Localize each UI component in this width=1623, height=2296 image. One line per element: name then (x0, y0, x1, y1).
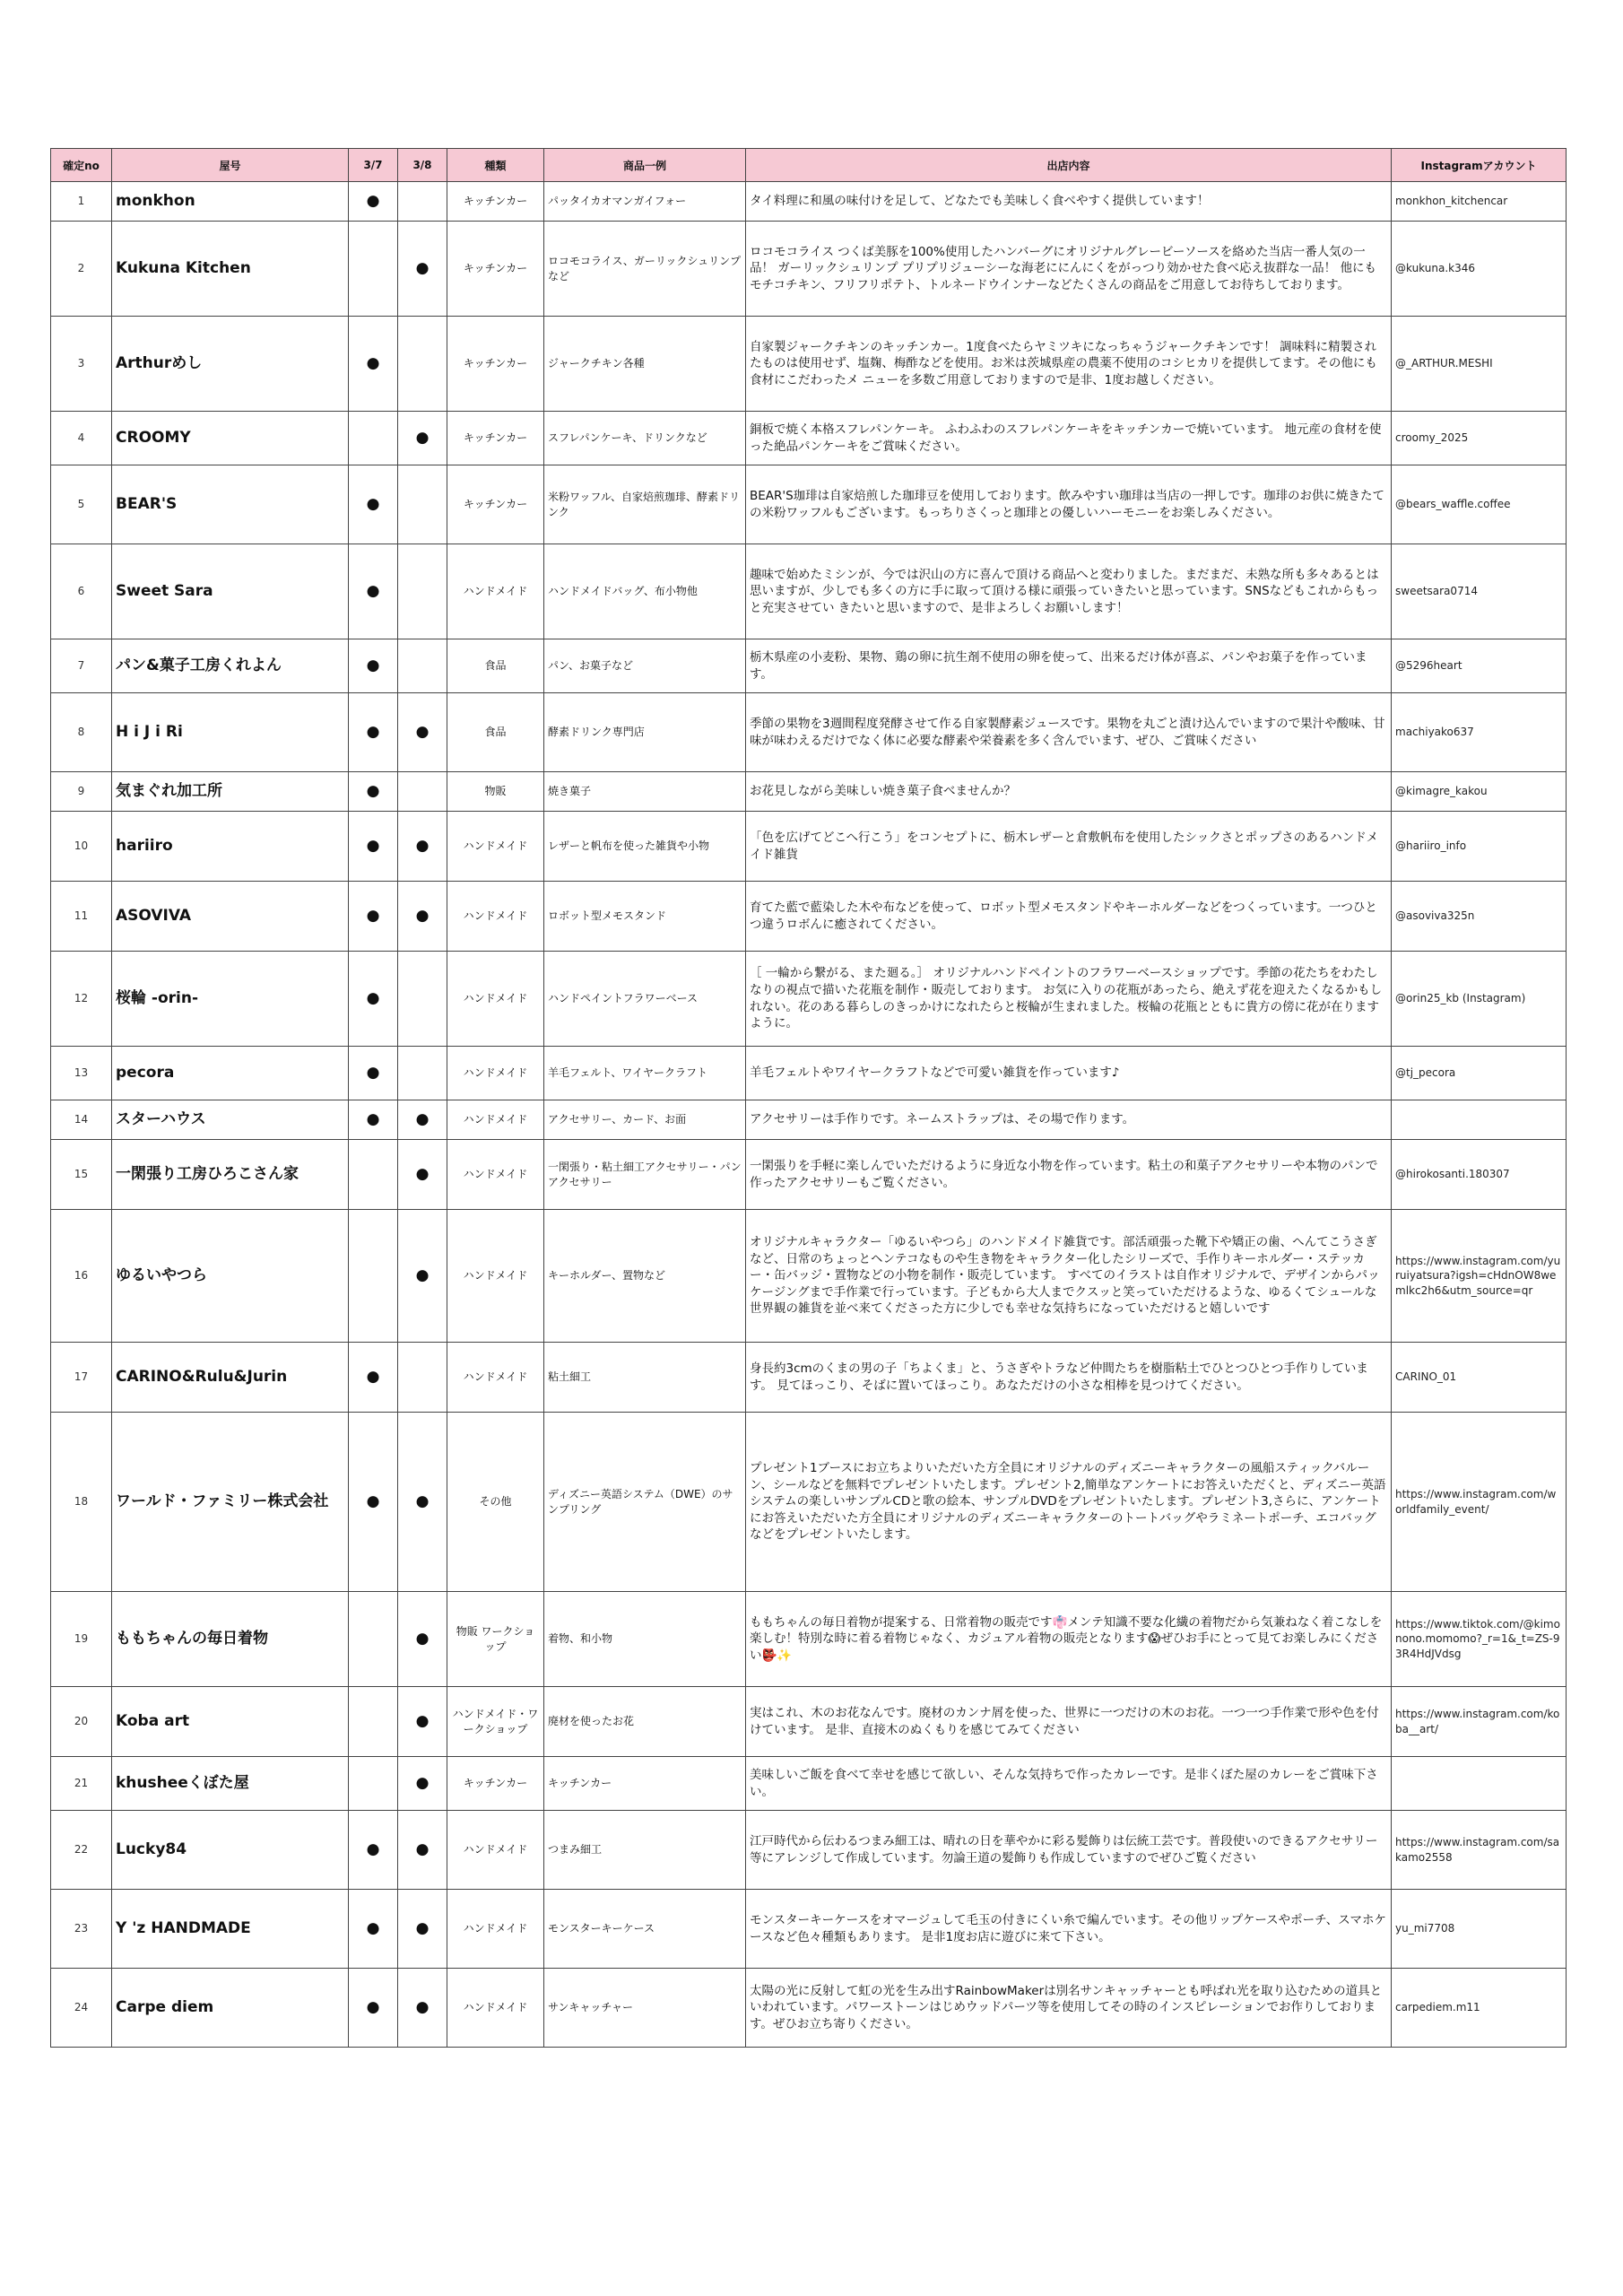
attend-0308: ● (398, 1757, 447, 1811)
product-example: つまみ細工 (544, 1811, 746, 1890)
attend-0308 (398, 639, 447, 693)
vendor-type: ハンドメイド (447, 1969, 544, 2048)
vendor-type: ハンドメイド (447, 1343, 544, 1413)
vendor-name: 一閑張り工房ひろこさん家 (112, 1140, 349, 1210)
row-number: 5 (51, 465, 112, 544)
attend-0308: ● (398, 1811, 447, 1890)
table-row (51, 317, 1567, 412)
product-example: モンスターキーケース (544, 1890, 746, 1969)
instagram-account: @5296heart (1392, 639, 1567, 693)
vendor-description: 育てた藍で藍染した木や布などを使って、ロボット型メモスタンドやキーホルダーなどをつくっています。一つひとつ違うロボんに癒されてください。 (746, 882, 1392, 952)
vendor-type: 食品 (447, 693, 544, 772)
vendor-description: 「色を広げてどこへ行こう」をコンセプトに、栃木レザーと倉敷帆布を使用したシックさとポップさのあるハンドメイド雑貨 (746, 812, 1392, 882)
vendor-description: 趣味で始めたミシンが、今では沢山の方に喜んで頂ける商品へと変わりました。まだまだ、未熟な所も多々あるとは思いますが、少しでも多くの方に手に取って頂ける様に頑張っていきたいと思っています。SNSなどもこれからもっと充実させてい きたいと思いますので、是非よろしくお願いします！ (746, 544, 1392, 639)
attend-0308: ● (398, 412, 447, 465)
vendor-name: Koba art (112, 1687, 349, 1757)
table-row (51, 1687, 1567, 1757)
attend-0307: ● (349, 1890, 398, 1969)
vendor-description: ももちゃんの毎日着物が提案する、日常着物の販売です👘メンテ知識不要な化繊の着物だから気兼ねなく着こなしを楽しむ！特別な時に着る着物じゃなく、カジュアル着物の販売となります😱ぜひお手にとって見てお楽しみにください👺✨ (746, 1592, 1392, 1687)
vendor-description: ロコモコライス つくば美豚を100%使用したハンバーグにオリジナルグレービーソースを絡めた当店一番人気の一品！ ガーリックシュリンプ プリプリジューシーな海老ににんにくをがっつり効かせた食べ応え抜群な一品！ 他にもモチコチキン、フリフリポテト、トルネードウインナーなどたくさんの商品をご用意してお待ちしております。 (746, 222, 1392, 317)
instagram-account: CARINO_01 (1392, 1343, 1567, 1413)
instagram-account: @bears_waffle.coffee (1392, 465, 1567, 544)
product-example: 一閑張り・粘土細工アクセサリー・パンアクセサリー (544, 1140, 746, 1210)
instagram-account: https://www.instagram.com/koba__art/ (1392, 1687, 1567, 1757)
vendor-type: ハンドメイド (447, 1100, 544, 1140)
attend-0308: ● (398, 1687, 447, 1757)
vendor-description: 身長約3cmのくまの男の子「ちよくま」と、うさぎやトラなど仲間たちを樹脂粘土でひとつひとつ手作りしています。 見てほっこり、そばに置いてほっこり。あなただけの小さな相棒を見つけてください。 (746, 1343, 1392, 1413)
table-row (51, 693, 1567, 772)
table-row (51, 465, 1567, 544)
vendor-type: ハンドメイド (447, 1811, 544, 1890)
attend-0307 (349, 412, 398, 465)
table-row (51, 1140, 1567, 1210)
row-number: 13 (51, 1047, 112, 1100)
attend-0307: ● (349, 882, 398, 952)
row-number: 12 (51, 952, 112, 1047)
vendor-name: H i J i Ri (112, 693, 349, 772)
table-row (51, 772, 1567, 812)
vendor-table (50, 148, 1567, 2048)
instagram-account (1392, 1100, 1567, 1140)
vendor-name: CROOMY (112, 412, 349, 465)
table-row (51, 544, 1567, 639)
product-example: パン、お菓子など (544, 639, 746, 693)
instagram-account: @asoviva325n (1392, 882, 1567, 952)
attend-0308 (398, 317, 447, 412)
vendor-description: 羊毛フェルトやワイヤークラフトなどで可愛い雑貨を作っています♪ (746, 1047, 1392, 1100)
header-no: 確定no (51, 149, 112, 182)
attend-0308 (398, 772, 447, 812)
product-example: キッチンカー (544, 1757, 746, 1811)
vendor-description: モンスターキーケースをオマージュして毛玉の付きにくい糸で編んでいます。その他リップケースやポーチ、スマホケースなど色々種類もあります。 是非1度お店に遊びに来て下さい。 (746, 1890, 1392, 1969)
vendor-description: 季節の果物を3週間程度発酵させて作る自家製酵素ジュースです。果物を丸ごと漬け込んでいますので果汁や酸味、甘味が味わえるだけでなく体に必要な酵素や栄養素を多く含んでいます、ぜひ、ご賞味ください (746, 693, 1392, 772)
attend-0307 (349, 1140, 398, 1210)
vendor-name: pecora (112, 1047, 349, 1100)
table-row (51, 1592, 1567, 1687)
table-row (51, 1413, 1567, 1592)
row-number: 16 (51, 1210, 112, 1343)
instagram-account: croomy_2025 (1392, 412, 1567, 465)
row-number: 4 (51, 412, 112, 465)
vendor-name: CARINO&Rulu&Jurin (112, 1343, 349, 1413)
product-example: 粘土細工 (544, 1343, 746, 1413)
vendor-name: ASOVIVA (112, 882, 349, 952)
vendor-name: ワールド・ファミリー株式会社 (112, 1413, 349, 1592)
attend-0307 (349, 1210, 398, 1343)
header-date-0308: 3/8 (398, 149, 447, 182)
instagram-account: @_ARTHUR.MESHI (1392, 317, 1567, 412)
vendor-description: オリジナルキャラクター「ゆるいやつら」のハンドメイド雑貨です。部活頑張った靴下や矯正の歯、へんてこうさぎなど、日常のちょっとヘンテコなものや生き物をキャラクター化したシリーズで、手作りキーホルダー・ステッカー・缶バッジ・置物などの小物を制作・販売しています。 すべてのイラストは自作オリジナルで、デザインからパッケージングまで手作業で行っています。子どもから大人までクスッと笑っていただけるような、ゆるくてシュールな世界観の雑貨を並べ来てくださった方に少しでも幸せな気持ちになっていただけると嬉しいです (746, 1210, 1392, 1343)
table-row (51, 1890, 1567, 1969)
table-row (51, 1047, 1567, 1100)
table-row (51, 412, 1567, 465)
instagram-account: sweetsara0714 (1392, 544, 1567, 639)
vendor-name: Carpe diem (112, 1969, 349, 2048)
table-row (51, 1100, 1567, 1140)
table-row (51, 1210, 1567, 1343)
vendor-description: ［ 一輪から繋がる、また廻る。］ オリジナルハンドペイントのフラワーベースショップです。季節の花たちをわたしなりの視点で描いた花瓶を制作・販売しております。 お気に入りの花瓶があったら、絶えず花を迎えたくなるかもしれない。花のある暮らしのきっかけになれたらと桜輪が生まれました。桜輪の花瓶とともに貴方の傍に花が在りますように。 (746, 952, 1392, 1047)
vendor-name: 桜輪 -orin- (112, 952, 349, 1047)
vendor-type: キッチンカー (447, 1757, 544, 1811)
attend-0308 (398, 465, 447, 544)
vendor-name: Arthurめし (112, 317, 349, 412)
row-number: 18 (51, 1413, 112, 1592)
row-number: 6 (51, 544, 112, 639)
attend-0308: ● (398, 1969, 447, 2048)
vendor-description: 美味しいご飯を食べて幸せを感じて欲しい、そんな気持ちで作ったカレーです。是非くぼた屋のカレーをご賞味下さい。 (746, 1757, 1392, 1811)
attend-0308 (398, 1047, 447, 1100)
table-row (51, 882, 1567, 952)
product-example: ロコモコライス、ガーリックシュリンプなど (544, 222, 746, 317)
header-instagram: Instagramアカウント (1392, 149, 1567, 182)
vendor-type: ハンドメイド (447, 1890, 544, 1969)
vendor-description: プレゼント1ブースにお立ちよりいただいた方全員にオリジナルのディズニーキャラクターの風船スティックバルーン、シールなどを無料でプレゼントいたします。プレゼント2,簡単なアンケートにお答えいただくと、ディズニー英語システムの楽しいサンプルCDと歌の絵本、サンプルDVDをプレゼントいたします。プレゼント3,さらに、アンケートにお答えいただいた方全員にオリジナルのディズニーキャラクターのトートバッグやラミネートポーチ、エコバッグなどをプレゼントいたします。 (746, 1413, 1392, 1592)
attend-0308 (398, 182, 447, 222)
attend-0307: ● (349, 693, 398, 772)
table-row (51, 812, 1567, 882)
vendor-type: ハンドメイド (447, 1140, 544, 1210)
row-number: 14 (51, 1100, 112, 1140)
product-example: 焼き菓子 (544, 772, 746, 812)
vendor-name: Lucky84 (112, 1811, 349, 1890)
attend-0307 (349, 1757, 398, 1811)
attend-0307: ● (349, 1413, 398, 1592)
vendor-type: キッチンカー (447, 412, 544, 465)
table-row (51, 1757, 1567, 1811)
header-name: 屋号 (112, 149, 349, 182)
instagram-account: monkhon_kitchencar (1392, 182, 1567, 222)
vendor-type: キッチンカー (447, 182, 544, 222)
vendor-name: Sweet Sara (112, 544, 349, 639)
attend-0308: ● (398, 222, 447, 317)
vendor-list-sheet (50, 148, 1566, 2048)
table-row (51, 639, 1567, 693)
product-example: ハンドペイントフラワーベース (544, 952, 746, 1047)
attend-0307: ● (349, 772, 398, 812)
row-number: 3 (51, 317, 112, 412)
instagram-account: @orin25_kb (Instagram) (1392, 952, 1567, 1047)
product-example: 羊毛フェルト、ワイヤークラフト (544, 1047, 746, 1100)
row-number: 10 (51, 812, 112, 882)
row-number: 9 (51, 772, 112, 812)
header-type: 種類 (447, 149, 544, 182)
vendor-name: ゆるいやつら (112, 1210, 349, 1343)
instagram-account: @kimagre_kakou (1392, 772, 1567, 812)
vendor-type: ハンドメイド (447, 952, 544, 1047)
attend-0308: ● (398, 1413, 447, 1592)
attend-0308: ● (398, 1592, 447, 1687)
instagram-account: machiyako637 (1392, 693, 1567, 772)
attend-0308: ● (398, 882, 447, 952)
instagram-account: yu_mi7708 (1392, 1890, 1567, 1969)
table-row (51, 1969, 1567, 2048)
instagram-account: @hariiro_info (1392, 812, 1567, 882)
table-header-row (51, 149, 1567, 182)
row-number: 1 (51, 182, 112, 222)
attend-0307 (349, 222, 398, 317)
vendor-description: 太陽の光に反射して虹の光を生み出すRainbowMakerは別名サンキャッチャーとも呼ばれ光を取り込むための道具といわれています。パワーストーンはじめウッドパーツ等を使用してその時のインスピレーションでお作りしております。ぜひお立ち寄りください。 (746, 1969, 1392, 2048)
attend-0307: ● (349, 1343, 398, 1413)
vendor-type: キッチンカー (447, 465, 544, 544)
attend-0308: ● (398, 812, 447, 882)
attend-0307: ● (349, 812, 398, 882)
attend-0307: ● (349, 317, 398, 412)
attend-0307: ● (349, 465, 398, 544)
instagram-account: carpediem.m11 (1392, 1969, 1567, 2048)
vendor-type: ハンドメイド (447, 1047, 544, 1100)
product-example: ディズニー英語システム（DWE）のサンプリング (544, 1413, 746, 1592)
product-example: ハンドメイドバッグ、布小物他 (544, 544, 746, 639)
instagram-account (1392, 1757, 1567, 1811)
table-row (51, 182, 1567, 222)
row-number: 7 (51, 639, 112, 693)
row-number: 15 (51, 1140, 112, 1210)
attend-0307 (349, 1592, 398, 1687)
table-row (51, 952, 1567, 1047)
attend-0308: ● (398, 1100, 447, 1140)
attend-0307: ● (349, 1811, 398, 1890)
attend-0307: ● (349, 182, 398, 222)
vendor-type: キッチンカー (447, 317, 544, 412)
vendor-name: パン&菓子工房くれよん (112, 639, 349, 693)
instagram-account: https://www.instagram.com/yuruiyatsura?igsh=cHdnOW8wemlkc2h6&utm_source=qr (1392, 1210, 1567, 1343)
vendor-description: アクセサリーは手作りです。ネームストラップは、その場で作ります。 (746, 1100, 1392, 1140)
attend-0307: ● (349, 1100, 398, 1140)
row-number: 24 (51, 1969, 112, 2048)
vendor-name: BEAR'S (112, 465, 349, 544)
vendor-description: 実はこれ、木のお花なんです。廃材のカンナ屑を使った、世界に一つだけの木のお花。一つ一つ手作業で形や色を付けています。 是非、直接木のぬくもりを感じてみてください (746, 1687, 1392, 1757)
row-number: 20 (51, 1687, 112, 1757)
product-example: ジャークチキン各種 (544, 317, 746, 412)
product-example: 米粉ワッフル、自家焙煎珈琲、酵素ドリンク (544, 465, 746, 544)
vendor-name: Kukuna Kitchen (112, 222, 349, 317)
attend-0308: ● (398, 693, 447, 772)
vendor-name: Y 'z HANDMADE (112, 1890, 349, 1969)
product-example: サンキャッチャー (544, 1969, 746, 2048)
product-example: レザーと帆布を使った雑貨や小物 (544, 812, 746, 882)
vendor-name: スターハウス (112, 1100, 349, 1140)
attend-0308: ● (398, 1890, 447, 1969)
attend-0308 (398, 544, 447, 639)
product-example: 着物、和小物 (544, 1592, 746, 1687)
attend-0308: ● (398, 1140, 447, 1210)
header-description: 出店内容 (746, 149, 1392, 182)
table-row (51, 1811, 1567, 1890)
vendor-description: 栃木県産の小麦粉、果物、鶏の卵に抗生剤不使用の卵を使って、出来るだけ体が喜ぶ、パンやお菓子を作っています。 (746, 639, 1392, 693)
vendor-description: 江戸時代から伝わるつまみ細工は、晴れの日を華やかに彩る髪飾りは伝統工芸です。普段使いのできるアクセサリー等にアレンジして作成しています。勿論王道の髪飾りも作成していますのでぜひご覧ください (746, 1811, 1392, 1890)
row-number: 23 (51, 1890, 112, 1969)
vendor-type: キッチンカー (447, 222, 544, 317)
product-example: スフレパンケーキ、ドリンクなど (544, 412, 746, 465)
vendor-name: 気まぐれ加工所 (112, 772, 349, 812)
vendor-type: ハンドメイド・ワークショップ (447, 1687, 544, 1757)
row-number: 2 (51, 222, 112, 317)
vendor-description: 自家製ジャークチキンのキッチンカー。1度食べたらヤミツキになっちゃうジャークチキンです！ 調味料に精製されたものは使用せず、塩麹、梅酢などを使用。お米は茨城県産の農薬不使用のコシヒカリを提供してます。その他にも食材にこだわったメ ニューを多数ご用意しておりますので是非、1度お越しください。 (746, 317, 1392, 412)
row-number: 22 (51, 1811, 112, 1890)
vendor-type: ハンドメイド (447, 1210, 544, 1343)
vendor-type: 食品 (447, 639, 544, 693)
header-example: 商品一例 (544, 149, 746, 182)
instagram-account: https://www.tiktok.com/@kimonono.momomo?_r=1&_t=ZS-93R4HdJVdsg (1392, 1592, 1567, 1687)
vendor-name: hariiro (112, 812, 349, 882)
vendor-name: khusheeくぼた屋 (112, 1757, 349, 1811)
row-number: 8 (51, 693, 112, 772)
attend-0307: ● (349, 1047, 398, 1100)
product-example: 廃材を使ったお花 (544, 1687, 746, 1757)
vendor-type: ハンドメイド (447, 544, 544, 639)
attend-0307: ● (349, 639, 398, 693)
vendor-description: お花見しながら美味しい焼き菓子食べませんか？ (746, 772, 1392, 812)
product-example: パッタイカオマンガイフォー (544, 182, 746, 222)
vendor-name: ももちゃんの毎日着物 (112, 1592, 349, 1687)
table-row (51, 1343, 1567, 1413)
instagram-account: @kukuna.k346 (1392, 222, 1567, 317)
vendor-description: 一閑張りを手軽に楽しんでいただけるように身近な小物を作っています。粘土の和菓子アクセサリーや本物のパンで作ったアクセサリーもご覧ください。 (746, 1140, 1392, 1210)
vendor-name: monkhon (112, 182, 349, 222)
instagram-account: https://www.instagram.com/sakamo2558 (1392, 1811, 1567, 1890)
attend-0307: ● (349, 952, 398, 1047)
product-example: アクセサリー、カード、お面 (544, 1100, 746, 1140)
attend-0307: ● (349, 544, 398, 639)
header-date-0307: 3/7 (349, 149, 398, 182)
vendor-type: 物販 ワークショップ (447, 1592, 544, 1687)
vendor-type: ハンドメイド (447, 812, 544, 882)
row-number: 17 (51, 1343, 112, 1413)
instagram-account: @tj_pecora (1392, 1047, 1567, 1100)
attend-0307 (349, 1687, 398, 1757)
product-example: ロボット型メモスタンド (544, 882, 746, 952)
row-number: 19 (51, 1592, 112, 1687)
vendor-description: BEAR'S珈琲は自家焙煎した珈琲豆を使用しております。飲みやすい珈琲は当店の一押しです。珈琲のお供に焼きたての米粉ワッフルもございます。もっちりさくっと珈琲との優しいハーモニーをお楽しみください。 (746, 465, 1392, 544)
attend-0307: ● (349, 1969, 398, 2048)
vendor-description: タイ料理に和風の味付けを足して、どなたでも美味しく食べやすく提供しています！ (746, 182, 1392, 222)
row-number: 21 (51, 1757, 112, 1811)
product-example: キーホルダー、置物など (544, 1210, 746, 1343)
vendor-type: その他 (447, 1413, 544, 1592)
attend-0308 (398, 952, 447, 1047)
vendor-description: 銅板で焼く本格スフレパンケーキ。 ふわふわのスフレパンケーキをキッチンカーで焼いています。 地元産の食材を使った絶品パンケーキをご賞味ください。 (746, 412, 1392, 465)
vendor-type: 物販 (447, 772, 544, 812)
product-example: 酵素ドリンク専門店 (544, 693, 746, 772)
table-row (51, 222, 1567, 317)
instagram-account: https://www.instagram.com/worldfamily_event/ (1392, 1413, 1567, 1592)
attend-0308: ● (398, 1210, 447, 1343)
attend-0308 (398, 1343, 447, 1413)
instagram-account: @hirokosanti.180307 (1392, 1140, 1567, 1210)
vendor-type: ハンドメイド (447, 882, 544, 952)
row-number: 11 (51, 882, 112, 952)
